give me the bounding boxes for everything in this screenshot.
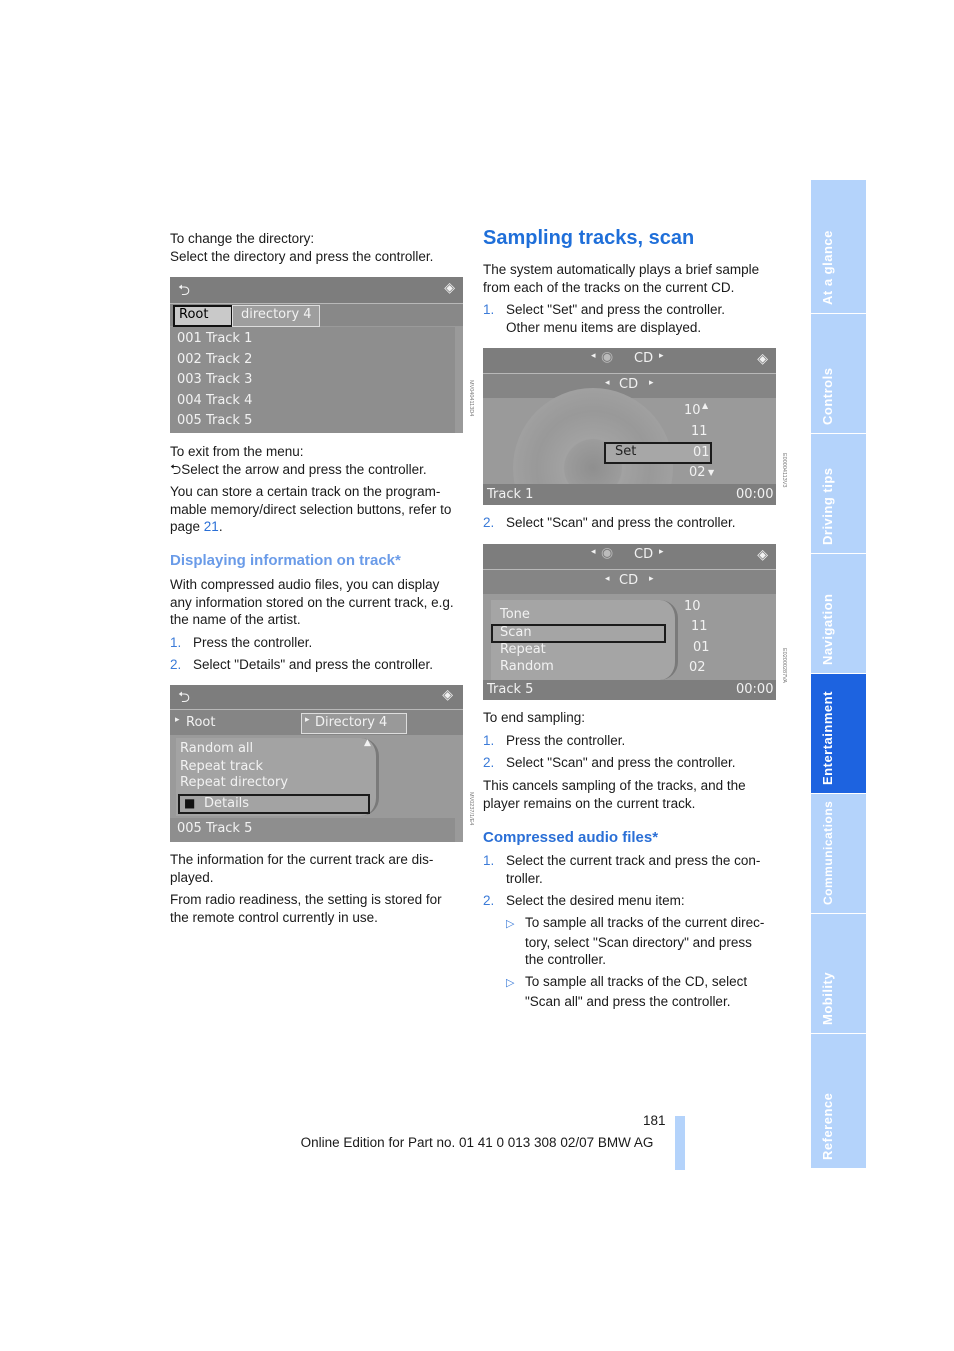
tab-at-a-glance[interactable] (811, 180, 866, 314)
tab-communications[interactable] (811, 794, 866, 914)
details-selected[interactable] (178, 794, 370, 814)
step-number: 1. (483, 732, 495, 748)
tab-label: Communications (821, 800, 835, 905)
disc-icon: ◉ (601, 545, 614, 561)
figure-code: MV0237/1/E4 (468, 792, 474, 826)
menu-item[interactable]: Repeat (500, 642, 546, 657)
cancel-paragraph (483, 777, 783, 812)
radio-line: the remote control currently in use. (170, 909, 378, 925)
figure-code: E02000287VA (781, 648, 787, 684)
track-number: 11 (691, 424, 708, 439)
source-label[interactable]: CD (634, 547, 654, 562)
step-number: 2. (483, 892, 495, 908)
screen-details-menu (170, 685, 463, 842)
end-label: To end sampling: (483, 710, 586, 725)
screen-cd-scan: ◂ ◉ CD ▸ ◈ ◂ CD ▸ Tone Scan Repeat Random 10 11 01 02 Track 5 00:00 (483, 544, 776, 700)
back-arrow-icon[interactable]: ⮌ (178, 281, 191, 299)
step-number: 1. (170, 635, 182, 650)
bullet-triangle-icon: ▷ (506, 918, 515, 930)
screen-cd-set: ◂ ◉ CD ▸ ◈ ◂ CD ▸ 10 ▲ 11 Set 01 02 ▼ Track 1 00:00 (483, 348, 776, 505)
tab-label: Controls (820, 367, 835, 425)
store-line: mable memory/direct selection buttons, refer to (170, 501, 452, 517)
track-number: 02 (689, 465, 706, 480)
screen-header (170, 685, 463, 710)
step-text: Select "Scan" and press the controller. (506, 754, 736, 770)
screen-header: ◂ ◉ CD ▸ ◈ (483, 348, 776, 374)
root-label: Root (179, 307, 209, 322)
tab-label: At a glance (820, 230, 835, 305)
menu-item[interactable]: Repeat directory (180, 775, 289, 790)
cancel-line: player remains on the current track. (483, 795, 696, 811)
figure-code: MV0404113D4 (468, 380, 474, 417)
track-item[interactable]: 003 Track 3 (177, 372, 253, 387)
tab-label: Navigation (820, 593, 835, 665)
intro-line: The system automatically plays a brief sample (483, 262, 760, 277)
source-label[interactable]: CD (634, 351, 654, 366)
sampling-intro (483, 261, 783, 296)
display-line: any information stored on the current track, e.g. (170, 594, 454, 610)
controller-icon: ◈ (757, 547, 768, 563)
end-sampling (483, 709, 783, 771)
bullet-text: To sample all tracks of the CD, select (525, 974, 748, 989)
cancel-line: This cancels sampling of the tracks, and the (483, 778, 746, 793)
disc-icon: ◉ (601, 349, 614, 365)
intro-line: To change the directory: (170, 231, 315, 246)
step-text: troller. (506, 870, 543, 886)
menu-item[interactable]: Random all (180, 741, 254, 756)
track-item[interactable]: 004 Track 4 (177, 393, 253, 408)
directory-label: Directory 4 (315, 715, 388, 730)
menu-item: Details (204, 796, 250, 811)
section-heading: Sampling tracks, scan (483, 227, 695, 249)
radio-line: From radio readiness, the setting is stored for (170, 892, 442, 907)
step-text: Other menu items are displayed. (506, 319, 702, 335)
step-text: Select "Details" and press the controller. (193, 657, 433, 672)
track-item[interactable]: 005 Track 5 (177, 821, 253, 836)
scroll-down-icon: ▼ (708, 468, 715, 477)
bullet-text: "Scan all" and press the controller. (525, 993, 731, 1009)
time-display: 00:00 (736, 682, 774, 697)
track-number: 10 (684, 599, 701, 614)
screen-header: ◂ ◉ CD ▸ ◈ (483, 544, 776, 570)
bullet-text: To sample all tracks of the current direc- (525, 915, 765, 930)
exit-instructions (170, 443, 465, 478)
step-number: 2. (483, 754, 495, 770)
tab-label: Mobility (820, 971, 835, 1025)
checkbox-icon: ■ (184, 796, 196, 810)
intro-line: from each of the tracks on the current CD. (483, 279, 735, 295)
exit-line: Select the arrow and press the controller. (181, 461, 427, 477)
store-paragraph (170, 483, 465, 536)
set-selected[interactable] (604, 442, 712, 464)
bullet-text: tory, select "Scan directory" and press (525, 934, 752, 950)
step-text: Select "Set" and press the controller. (506, 302, 725, 317)
step-text: Select the current track and press the con- (506, 853, 761, 868)
menu-item[interactable]: Repeat track (180, 759, 263, 774)
back-arrow-icon[interactable]: ⮌ (178, 688, 191, 706)
scroll-up-icon: ▲ (364, 738, 371, 748)
compressed-steps (483, 852, 783, 1010)
info-line: The information for the current track are dis- (170, 852, 434, 867)
step-text: Select "Scan" and press the controller. (506, 515, 736, 530)
directory-label: directory 4 (241, 307, 312, 322)
info-line: played. (170, 869, 214, 885)
store-line: page (170, 519, 204, 534)
track-number: 11 (691, 619, 708, 634)
display-steps (170, 634, 465, 674)
directory-button[interactable] (232, 305, 320, 327)
cd-label[interactable]: CD (619, 377, 639, 392)
step-number: 2. (483, 515, 495, 530)
step-number: 1. (483, 302, 495, 317)
directory-intro (170, 230, 465, 265)
bullet-list (483, 914, 783, 1010)
tab-label: Entertainment (820, 691, 835, 785)
directory-button[interactable]: ▸ Directory 4 (301, 713, 407, 734)
tab-label: Reference (820, 1092, 835, 1160)
screen-header (170, 277, 463, 304)
back-arrow-icon: ⮌ (170, 460, 182, 477)
step-text: Press the controller. (506, 732, 626, 748)
intro-line: Select the directory and press the controller. (170, 248, 434, 264)
display-info-heading: Displaying information on track* (170, 552, 401, 569)
display-line: the name of the artist. (170, 612, 301, 627)
root-button[interactable] (173, 305, 233, 327)
bullet-text: the controller. (525, 952, 607, 967)
figure-code: E00004113V3 (781, 453, 787, 488)
exit-line: To exit from the menu: (170, 444, 304, 459)
page-number: 181 (643, 1113, 666, 1128)
track-number: 02 (689, 660, 706, 675)
display-line: With compressed audio files, you can display (170, 577, 440, 592)
scroll-up-icon: ▲ (702, 401, 709, 410)
controller-icon: ◈ (442, 687, 453, 703)
track-item[interactable]: 001 Track 1 (177, 331, 253, 346)
step-text: Press the controller. (193, 635, 313, 650)
time-display: 00:00 (736, 487, 774, 502)
controller-icon: ◈ (757, 351, 768, 367)
tab-label: Driving tips (820, 467, 835, 545)
tab-navigation[interactable] (811, 554, 866, 674)
display-paragraph (170, 576, 465, 629)
menu-item: Scan (500, 625, 532, 640)
chapter-tabs (811, 180, 866, 1168)
compressed-heading: Compressed audio files* (483, 829, 659, 846)
track-number: 10 (684, 403, 701, 418)
current-track: Track 5 (487, 682, 534, 697)
arrow-icon: ▸ (175, 715, 180, 725)
step-number: 2. (170, 657, 182, 672)
store-line: . (218, 519, 223, 534)
sampling-step-1 (483, 301, 783, 336)
tab-entertainment[interactable] (811, 674, 866, 794)
edition-footer: Online Edition for Part no. 01 41 0 013 308 02/07 BMW AG (300, 1135, 654, 1150)
info-paragraph (170, 851, 465, 886)
bullet-triangle-icon: ▷ (506, 977, 515, 989)
page-link[interactable]: 21 (203, 519, 219, 534)
step-text: Select the desired menu item: (506, 892, 685, 908)
tab-controls[interactable] (811, 314, 866, 434)
tab-mobility[interactable] (811, 914, 866, 1034)
screen-directory-list (170, 277, 463, 433)
store-line: You can store a certain track on the program- (170, 484, 441, 499)
cd-label[interactable]: CD (619, 573, 639, 588)
menu-item[interactable]: Tone (500, 607, 530, 622)
controller-icon: ◈ (444, 280, 455, 296)
menu-item[interactable]: Random (500, 659, 554, 674)
set-label: Set (615, 444, 637, 459)
radio-paragraph (170, 891, 465, 926)
track-item[interactable]: 005 Track 5 (177, 413, 253, 428)
sampling-step-2 (483, 514, 783, 532)
step-number: 1. (483, 853, 495, 868)
current-track: Track 1 (487, 487, 534, 502)
scan-selected[interactable] (491, 624, 666, 643)
track-number: 01 (693, 640, 710, 655)
root-label[interactable]: Root (186, 715, 216, 730)
track-number: 01 (693, 445, 710, 460)
track-item[interactable]: 002 Track 2 (177, 352, 253, 367)
tab-driving-tips[interactable] (811, 434, 866, 554)
